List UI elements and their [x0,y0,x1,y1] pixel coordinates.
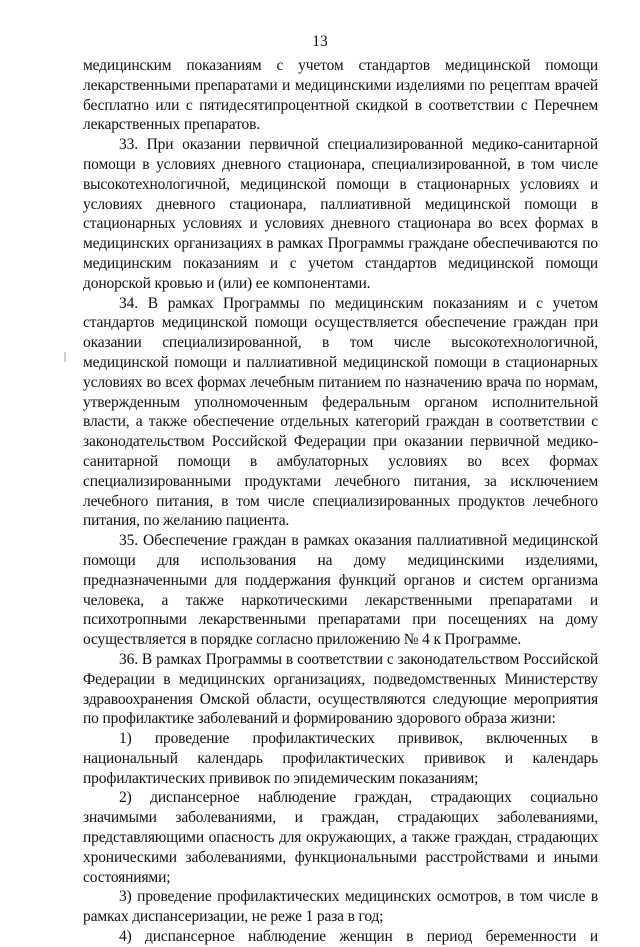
list-item-2: 2) диспансерное наблюдение граждан, страдающих социально значимыми заболеваниями, и граждан, страдающих заболеваниями, представляющими опасность для окружающих, а также граждан, страдающих хроническими заболеваниями, функциональными расстройствами и иными состояниями; [83,789,598,886]
list-item-3: 3) проведение профилактических медицинских осмотров, в том числе в рамках диспансеризации, не реже 1 раза в год; [83,888,598,926]
page-number: 13 [312,33,328,50]
scan-speck [64,352,66,362]
document-body [83,56,598,947]
paragraph-36: 36. В рамках Программы в соответствии с законодательством Российской Федерации в медицинских организациях, подведомственных Министерству здравоохранения Омской области, осуществляются следующие мероприятия по профилактике заболеваний и формированию здорового образа жизни: [83,650,598,728]
paragraph-35: 35. Обеспечение граждан в рамках оказания паллиативной медицинской помощи для использования на дому медицинскими изделиями, предназначенными для поддержания функций органов и систем организма человека, а также наркотическими лекарственными препаратами и психотропными лекарственными препаратами при посещениях на дому осуществляется в порядке согласно приложению № 4 к Программе. [83,532,598,649]
paragraph-continuation: медицинским показаниям с учетом стандартов медицинской помощи лекарственными препаратами и медицинскими изделиями по рецептам врачей бесплатно или с пятидесятипроцентной скидкой в соответствии с Перечнем лекарственных препаратов. [83,57,598,134]
list-item-4: 4) диспансерное наблюдение женщин в период беременности и [119,928,598,946]
list-item-1: 1) проведение профилактических прививок, включенных в национальный календарь профилактических прививок и календарь профилактических прививок по эпидемическим показаниям; [83,730,598,787]
paragraph-34: 34. В рамках Программы по медицинским показаниям и с учетом стандартов медицинской помощи осуществляется обеспечение граждан при оказании специализированной, в том числе высокотехнологичной, медицинской помощи и паллиативной медицинской помощи в стационарных условиях во всех формах лечебным питанием по назначению врача по нормам, утвержденным уполномоченным федеральным органом исполнительной власти, а также обеспечение отдельных категорий граждан в соответствии с законодательством Российской Федерации при оказании первичной медико-санитарной помощи в амбулаторных условиях во всех формах специализированными продуктами лечебного питания, за исключением лечебного питания, в том числе специализированных продуктов лечебного питания, по желанию пациента. [83,294,598,530]
paragraph-33: 33. При оказании первичной специализированной медико-санитарной помощи в условиях дневного стационара, специализированной, в том числе высокотехнологичной, медицинской помощи в стационарных условиях и условиях дневного стационара, паллиативной медицинской помощи в стационарных условиях и условиях дневного стационара во всех формах в медицинских организациях в рамках Программы граждане обеспечиваются по медицинским показаниям и с учетом стандартов медицинской помощи донорской кровью и (или) ее компонентами. [83,136,598,292]
